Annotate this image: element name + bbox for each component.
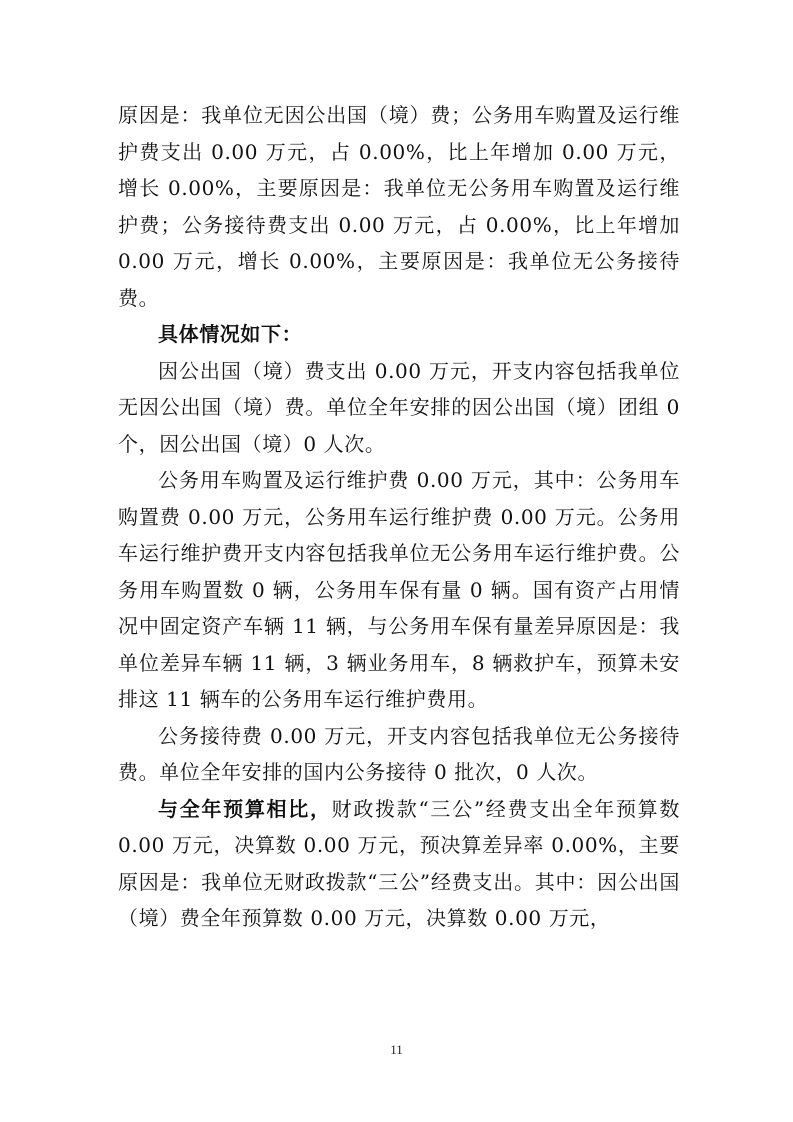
paragraph-budget-comparison bbox=[118, 791, 680, 937]
paragraph-official-vehicles: 公务用车购置及运行维护费 0.00 万元，其中：公务用车购置费 0.00 万元，公务用车运行维护费 0.00 万元。公务用车运行维护费开支内容包括我单位无公务用车运行维护费。公务用车购置数 0 辆，公务用车保有量 0 辆。国有资产占用情况中固定资产车辆 11 辆，与公务用车保有量差异原因是：我单位差异车辆 11 辆，3 辆业务用车，8 辆救护车，预算未安排这 11 辆车的公务用车运行维护费用。 bbox=[118, 468, 680, 711]
page-number: 11 bbox=[390, 1042, 403, 1057]
budget-comparison-text: 财政拨款“三公”经费支出全年预算数 0.00 万元，决算数 0.00 万元，预决算差异率 0.00%，主要原因是：我单位无财政拨款“三公”经费支出。其中：因公出国（境）费全年预算数 0.00 万元，决算数 0.00 万元， bbox=[118, 796, 680, 930]
body-text bbox=[118, 97, 680, 937]
paragraph-official-reception: 公务接待费 0.00 万元，开支内容包括我单位无公务接待费。单位全年安排的国内公务接待 0 批次，0 人次。 bbox=[118, 723, 680, 784]
budget-comparison-lead: 与全年预算相比， bbox=[158, 796, 332, 821]
section-heading: 具体情况如下： bbox=[158, 322, 303, 346]
paragraph-continuation: 原因是：我单位无因公出国（境）费；公务用车购置及运行维护费支出 0.00 万元，占 0.00%，比上年增加 0.00 万元，增长 0.00%，主要原因是：我单位无公务用车购置及运行维护费；公务接待费支出 0.00 万元，占 0.00%，比上年增加 0.00 万元，增长 0.00%，主要原因是：我单位无公务接待费。 bbox=[118, 103, 680, 310]
paragraph-travel-abroad: 因公出国（境）费支出 0.00 万元，开支内容包括我单位无因公出国（境）费。单位全年安排的因公出国（境）团组 0 个，因公出国（境）0 人次。 bbox=[118, 358, 680, 456]
